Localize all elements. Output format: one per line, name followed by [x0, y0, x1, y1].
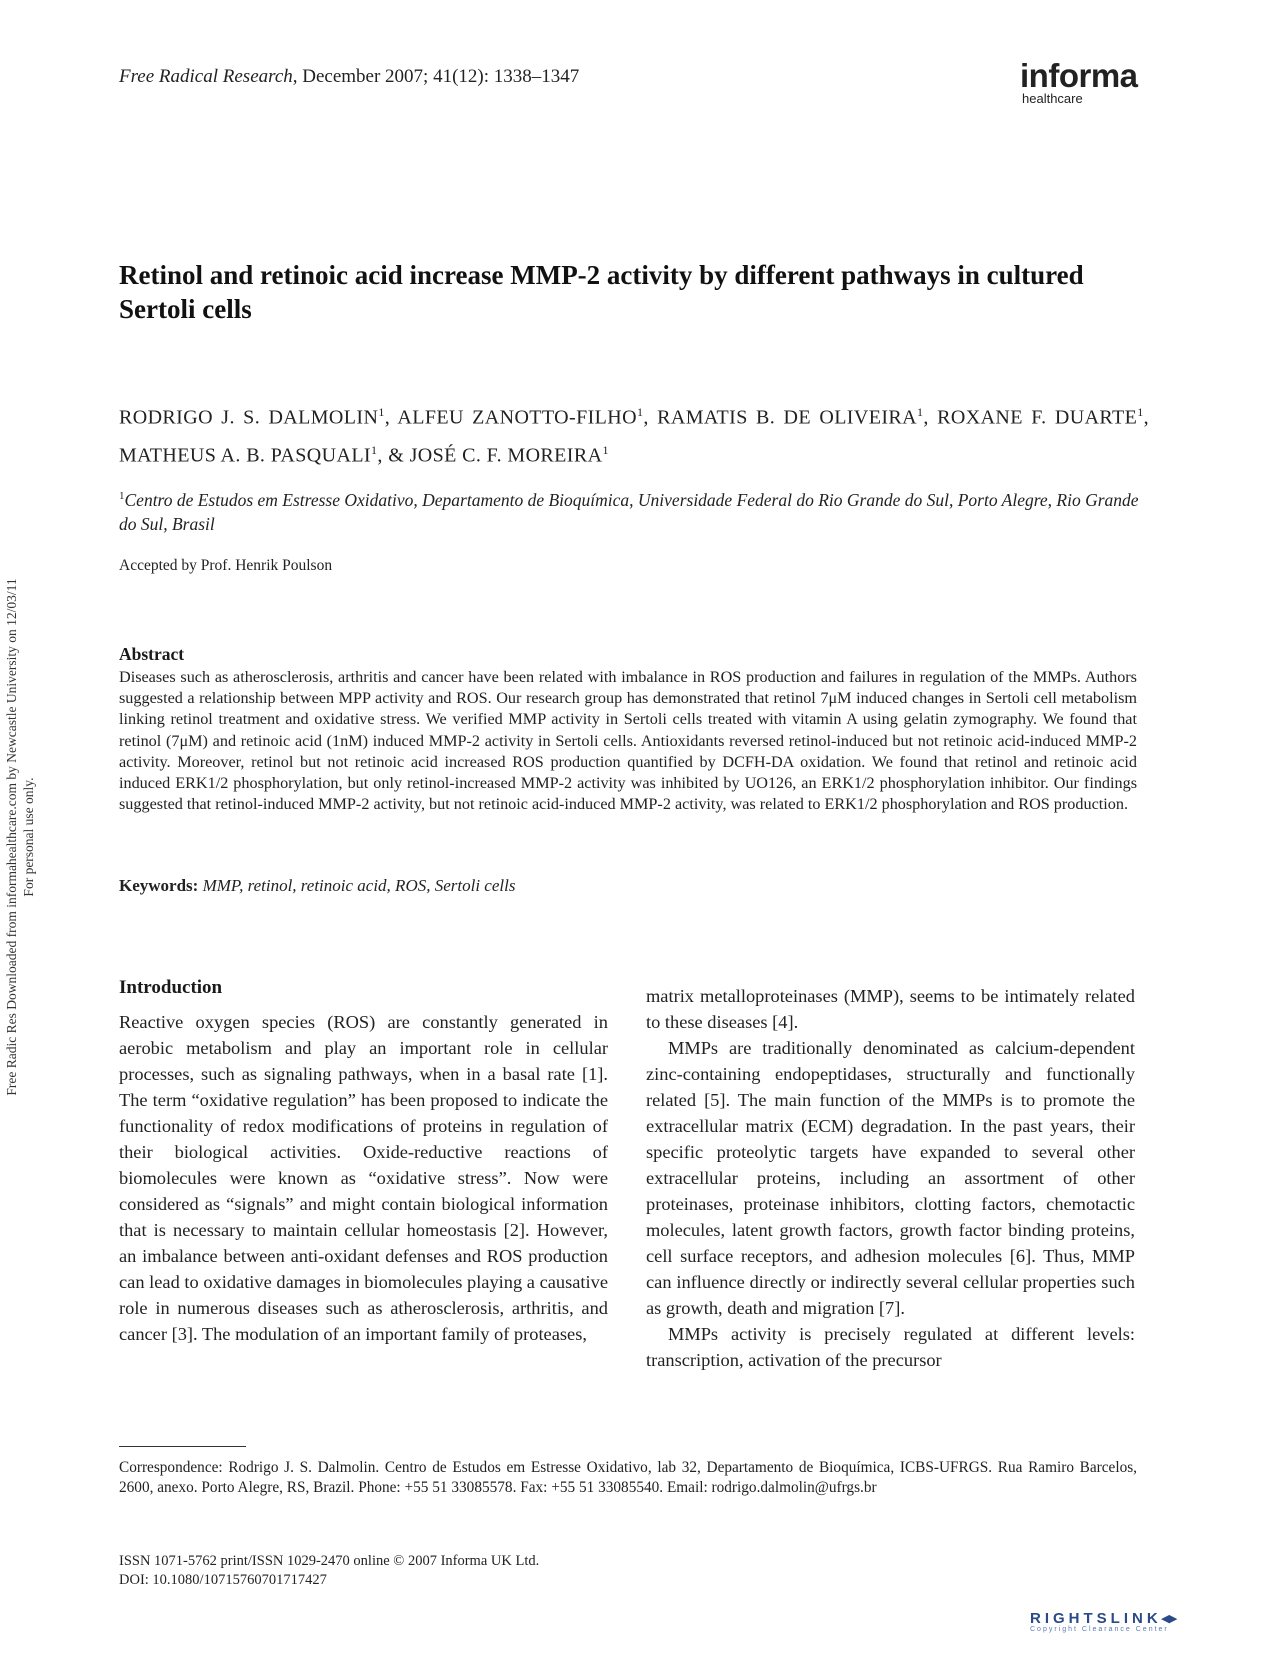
author-sep: , — [384, 406, 398, 429]
keywords-list: MMP, retinol, retinoic acid, ROS, Sertoli cells — [202, 876, 516, 895]
accepted-by: Accepted by Prof. Henrik Poulson — [119, 557, 333, 574]
abstract-heading: Abstract — [119, 644, 185, 664]
journal-name: Free Radical Research — [119, 66, 293, 87]
introduction-heading: Introduction — [119, 977, 223, 998]
rightslink-text: RIGHTSLINK — [1030, 1610, 1162, 1627]
logo-sub-text: healthcare — [1022, 91, 1083, 106]
body-paragraph: matrix metalloproteinases (MMP), seems to be intimately related to these diseases [4]. — [646, 986, 1135, 1032]
body-paragraph: MMPs are traditionally denominated as calcium-dependent zinc-containing endopeptidases, structurally and functionally related [5]. The main function of the MMPs is to promote the extracellular matrix (ECM) degradation. In the past years, their specific proteolytic targets have expanded to several other extracellular proteins, including an assortment of other proteinases, proteinase inhibitors, clotting factors, chemotactic molecules, latent growth factors, growth factor binding proteins, cell surface receptors, and adhesion molecules [6]. Thus, MMP can influence directly or indirectly several cellular properties such as growth, death and migration [7]. — [646, 1038, 1135, 1318]
author-sep: , & — [377, 444, 410, 467]
article-title: Retinol and retinoic acid increase MMP-2 activity by different pathways in cultured Sertoli cells — [119, 260, 1084, 324]
keywords-line — [119, 876, 515, 896]
body-paragraph: Reactive oxygen species (ROS) are constantly generated in aerobic metabolism and play an important role in cellular processes, such as signaling pathways, when in a basal rate [1]. The term “oxidative regulation” has been proposed to indicate the functionality of redox modifications of proteins in regulation of their biological activities. Oxide-reductive reactions of biomolecules were known as “oxidative stress”. Now were considered as “signals” and might contain biological information that is necessary to maintain cellular homeostasis [2]. However, an imbalance between anti-oxidant defenses and ROS production can lead to oxidative damages in biomolecules playing a causative role in numerous diseases such as atherosclerosis, arthritis, and cancer [3]. The modulation of an important family of proteases, — [119, 1012, 608, 1344]
affiliation-text: Centro de Estudos em Estresse Oxidativo, Departamento de Bioquímica, Universidade Federal do Rio Grande do Sul, Porto Alegre, Rio Grande do Sul, Brasil — [119, 489, 1139, 534]
author-name: RAMATIS B. DE OLIVEIRA — [657, 406, 917, 429]
journal-issue: , December 2007; 41(12): 1338–1347 — [292, 66, 580, 87]
author-name: ROXANE F. DUARTE — [937, 406, 1138, 429]
rightslink-logo[interactable] — [1030, 1609, 1258, 1633]
footnote-rule — [119, 1446, 246, 1447]
author-affil-sup: 1 — [1137, 405, 1144, 419]
issn-block — [119, 1552, 539, 1590]
keywords-label: Keywords: — [119, 876, 199, 895]
informa-logo[interactable] — [1020, 57, 1138, 106]
author-sep: , — [1143, 406, 1149, 429]
abstract-text: Diseases such as atherosclerosis, arthritis and cancer have been related with imbalance in ROS production and failures in regulation of the MMPs. Authors suggested a relationship between MPP activity and ROS. Our research group has demonstrated that retinol 7μM induced changes in Sertoli cell metabolism linking retinol treatment and oxidative stress. We verified MMP activity in Sertoli cells treated with vitamin A using gelatin zymography. We found that retinol (7μM) and retinoic acid (1nM) induced MMP-2 activity in Sertoli cells. Antioxidants reversed retinol-induced but not retinoic acid-induced MMP-2 activity. Moreover, retinol but not retinoic acid increased ROS production quantified by DCFH-DA oxidation. We found that retinol and retinoic acid induced ERK1/2 phosphorylation, but only retinol-increased MMP-2 activity was inhibited by UO126, an ERK1/2 phosphorylation inhibitor. Our findings suggested that retinol-induced MMP-2 activity, but not retinoic acid-induced MMP-2 activity, was related to ERK1/2 phosphorylation and ROS production. — [119, 668, 1137, 814]
rightslink-arrow-icon: ◂▸ — [1161, 1610, 1177, 1627]
author-name: MATHEUS A. B. PASQUALI — [119, 444, 371, 467]
author-affil-sup: 1 — [371, 442, 378, 457]
watermark-line-2: For personal use only. — [21, 777, 36, 897]
author-name: RODRIGO J. S. DALMOLIN — [119, 406, 379, 429]
body-column-right — [646, 983, 1135, 1373]
author-sep: , — [643, 406, 658, 429]
issn-line: ISSN 1071-5762 print/ISSN 1029-2470 online © 2007 Informa UK Ltd. — [119, 1553, 540, 1569]
doi-line: DOI: 10.1080/10715760701717427 — [119, 1572, 327, 1588]
affiliation-sup: 1 — [119, 490, 125, 502]
journal-citation — [119, 66, 579, 88]
author-affil-sup: 1 — [636, 405, 644, 419]
author-list — [119, 396, 1149, 471]
body-column-left — [119, 1009, 608, 1347]
body-paragraph: MMPs activity is precisely regulated at different levels: transcription, activation of the precursor — [646, 1324, 1135, 1370]
author-name: JOSÉ C. F. MOREIRA — [409, 444, 603, 467]
author-affil-sup: 1 — [602, 442, 609, 457]
logo-main-text: informa — [1020, 57, 1138, 94]
correspondence-note: Correspondence: Rodrigo J. S. Dalmolin. Centro de Estudos em Estresse Oxidativo, lab 32, Departamento de Bioquímica, ICBS-UFRGS. Rua Ramiro Barcelos, 2600, anexo. Porto Alegre, RS, Brazil. Phone: +55 51 33085578. Fax: +55 51 33085540. Email: rodrigo.dalmolin@ufrgs.br — [119, 1459, 1137, 1496]
watermark-line-1: Free Radic Res Downloaded from informahealthcare.com by Newcastle University on 12/03/11 — [4, 578, 19, 1096]
author-sep: , — [923, 406, 938, 429]
download-watermark — [3, 357, 37, 1317]
author-affil-sup: 1 — [916, 405, 924, 419]
affiliation — [119, 484, 1139, 536]
author-name: ALFEU ZANOTTO-FILHO — [397, 406, 637, 429]
author-affil-sup: 1 — [378, 405, 385, 419]
rightslink-subtext: Copyright Clearance Center — [1030, 1626, 1169, 1633]
